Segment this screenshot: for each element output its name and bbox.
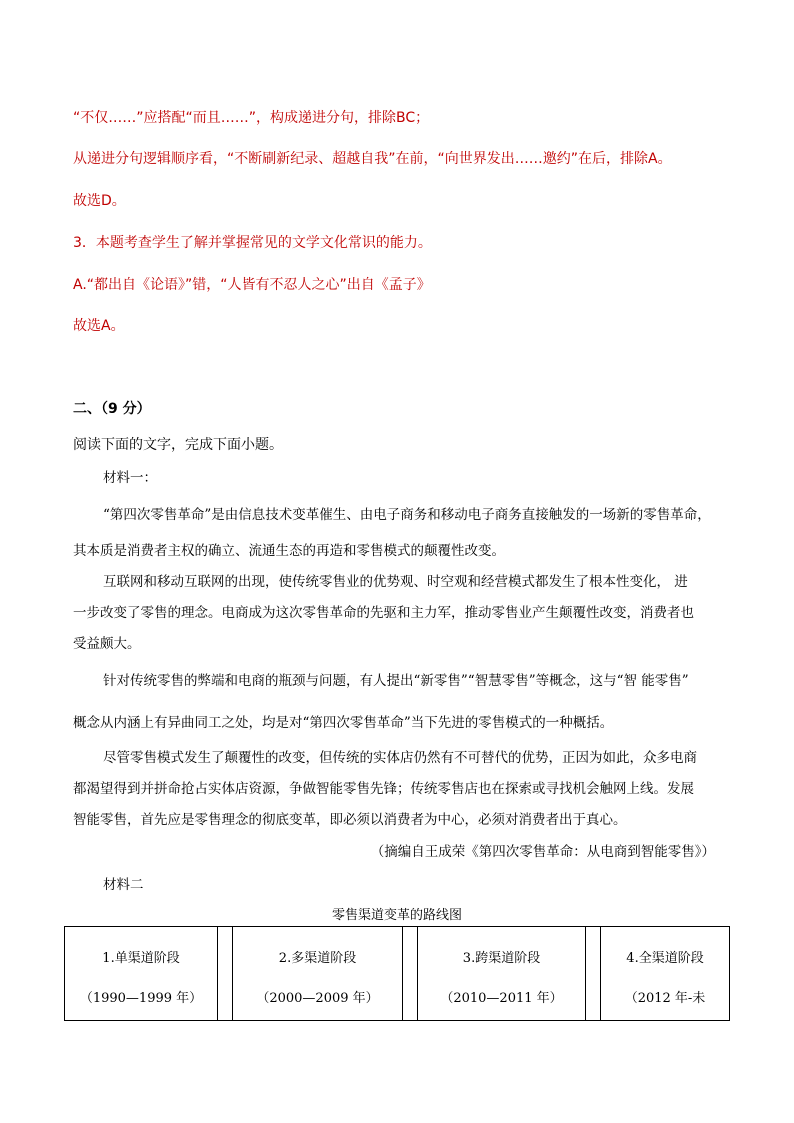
material1-paragraph-line: 都渴望得到并拼命抢占实体店资源，争做智能零售先锋；传统零售店也在探索或寻找机会触网上线。发展 xyxy=(73,781,694,797)
question-3-conclusion: 故选A。 xyxy=(73,318,125,334)
material1-paragraph-line: 互联网和移动互联网的出现，使传统零售业的优势观、时空观和经营模式都发生了根本性变化， 进 xyxy=(103,574,688,590)
stage-name: 2.多渠道阶段 xyxy=(278,951,357,966)
stage-name: 1.单渠道阶段 xyxy=(102,951,180,966)
stage-period: （1990—1999 年） xyxy=(79,991,203,1006)
stage-cell xyxy=(65,927,217,1020)
section-instruction: 阅读下面的文字，完成下面小题。 xyxy=(73,437,283,453)
stage-name: 4.全渠道阶段 xyxy=(626,951,704,966)
stage-cell xyxy=(233,927,402,1020)
answer-line-3: 故选D。 xyxy=(73,193,126,209)
material1-paragraph-line: 尽管零售模式发生了颠覆性的改变，但传统的实体店仍然有不可替代的优势，正因为如此，众多电商 xyxy=(103,750,697,766)
answer-line-2: 从递进分句逻辑顺序看，“不断刷新纪录、超越自我”在前，“向世界发出……邀约”在后，排除A。 xyxy=(73,151,672,167)
column-divider xyxy=(217,927,218,1020)
table-caption: 零售渠道变革的路线图 xyxy=(331,908,462,923)
material1-paragraph-line: 智能零售，首先应是零售理念的彻底变革，即必须以消费者为中心，必须对消费者出于真心。 xyxy=(73,812,627,828)
stage-cell xyxy=(418,927,585,1020)
stage-period: （2000—2009 年） xyxy=(256,991,379,1006)
section-heading: 二、（9 分） xyxy=(73,401,151,417)
stage-period: （2012 年-未 xyxy=(624,991,706,1006)
material1-paragraph-line: 一步改变了零售的理念。电商成为这次零售革命的先驱和主力军，推动零售业产生颠覆性改变，消费者也 xyxy=(73,605,694,621)
stage-period: （2010—2011 年） xyxy=(440,991,563,1006)
column-divider xyxy=(585,927,586,1020)
channel-roadmap-table xyxy=(64,926,730,1021)
column-divider xyxy=(402,927,403,1020)
stage-name: 3.跨渠道阶段 xyxy=(462,951,541,966)
stage-cell xyxy=(601,927,729,1020)
material1-paragraph-line: 针对传统零售的弊端和电商的瓶颈与问题，有人提出“新零售”“智慧零售”等概念，这与“智 能零售” xyxy=(103,673,689,689)
material1-paragraph-line: 受益颇大。 xyxy=(73,636,141,652)
material1-paragraph-line: 其本质是消费者主权的确立、流通生态的再造和零售模式的颠覆性改变。 xyxy=(73,543,505,559)
material1-source: （摘编自王成荣《第四次零售革命：从电商到智能零售》） xyxy=(370,844,715,860)
material2-label: 材料二 xyxy=(103,877,144,893)
answer-line-1: “不仅……”应搭配“而且……”，构成递进分句，排除BC； xyxy=(73,110,430,126)
material1-paragraph-line: 概念从内涵上有异曲同工之处，均是对“第四次零售革命”当下先进的零售模式的一种概括。 xyxy=(73,715,614,731)
question-3-option-a: A.“都出自《论语》”错，“人皆有不忍人之心”出自《孟子》 xyxy=(73,277,431,293)
question-3-intro: 3．本题考查学生了解并掌握常见的文学文化常识的能力。 xyxy=(73,235,432,251)
material1-label: 材料一： xyxy=(103,470,157,486)
material1-paragraph-line: “第四次零售革命”是由信息技术变革催生、由电子商务和移动电子商务直接触发的一场新的零售革命， xyxy=(103,507,711,523)
